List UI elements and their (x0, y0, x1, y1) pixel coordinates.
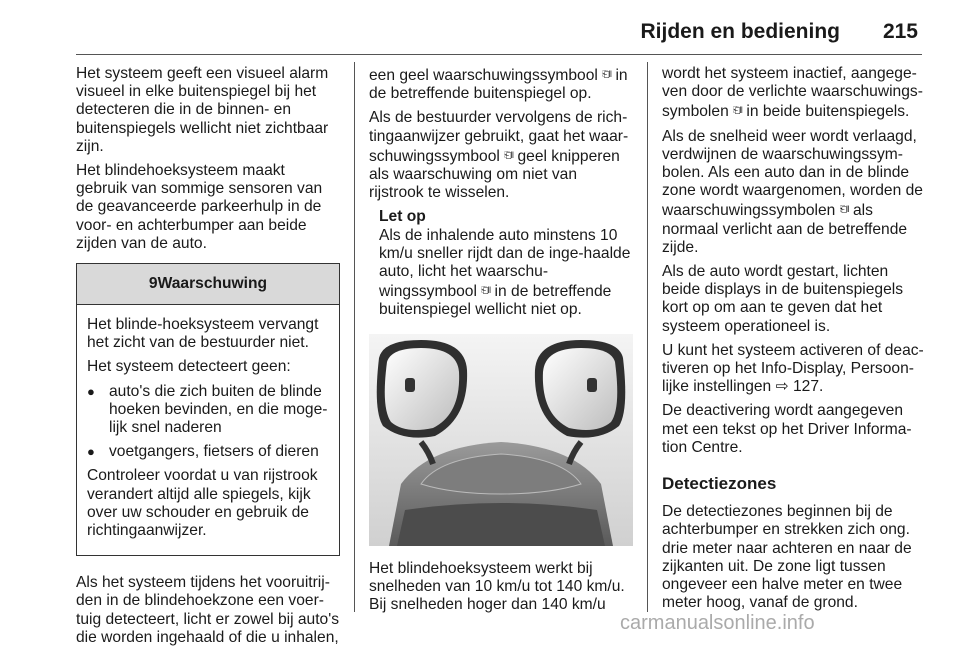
list-item-text: voetgangers, fietsers of dieren (109, 443, 319, 461)
text-run: een geel waarschuwingssymbool (369, 67, 598, 84)
column-divider-2 (647, 62, 648, 612)
paragraph (662, 128, 928, 257)
bullet-icon: ● (87, 383, 95, 399)
paragraph: Het blindehoeksysteem maakt gebruik van sommige sensoren van de geavanceerde parkeerhulp in de voor- en achterbumper aan beide zijden van de auto. (76, 162, 323, 252)
paragraph (369, 65, 633, 103)
text-run: U kunt het systeem activeren of deac-tiveren op het Info-Display, Persoon-lijke instellingen (662, 341, 924, 396)
page-number: 215 (882, 20, 918, 43)
mirror-illustration-svg (369, 334, 633, 546)
paragraph: De detectiezones beginnen bij de achterbumper en strekken zich ong. drie meter naar achteren en naar de zijkanten uit. De zone ligt tussen ongeveer een halve meter en twee meter hoog, vanaf de grond. (662, 503, 912, 612)
text-run: in beide buitenspiegels. (746, 103, 910, 121)
text-run: Als de inhalende auto minstens 10 km/u sneller rijdt dan de inge-haalde auto, licht het waarschu-wingssymbool (379, 226, 631, 301)
section-heading: Detectiezones (662, 474, 777, 494)
blind-spot-symbol-icon: ⎗‖ (602, 69, 612, 79)
list-item (87, 383, 329, 438)
page-header-title: Rijden en bediening (640, 20, 840, 43)
blind-spot-symbol-icon: ⎗‖ (839, 204, 849, 215)
warning-header (77, 264, 339, 305)
right-warning-symbol-icon (587, 378, 597, 392)
column-divider-1 (354, 62, 355, 612)
warning-body (77, 305, 339, 555)
text-run: in de betreffende buitenspiegel op. (369, 67, 628, 103)
blind-spot-symbol-icon: ⎗‖ (481, 285, 491, 296)
watermark: carmanualsonline.info (620, 612, 815, 634)
paragraph: Als de auto wordt gestart, lichten beide displays in de buitenspiegels kort op om aan te geven dat het systeem operationeel is. (662, 263, 904, 335)
paragraph (662, 65, 928, 122)
warning-text: Het blinde-hoeksysteem vervangt het zicht van de bestuurder niet. (87, 316, 319, 352)
blind-spot-symbol-icon: ⎗‖ (733, 105, 743, 116)
paragraph: Als het systeem tijdens het vooruitrij-den in de blindehoekzone een voer-tuig detecteert, licht er zowel bij auto's die worden ingehaald of die u inhalen, (76, 574, 340, 646)
note-title: Let op (379, 208, 426, 226)
paragraph: De deactivering wordt aangegeven met een tekst op het Driver Informa-tion Centre. (662, 402, 912, 456)
column-3 (662, 65, 928, 618)
warning-text: Het systeem detecteert geen: (87, 358, 291, 376)
paragraph: Het blindehoeksysteem werkt bij snelheden van 10 km/u tot 140 km/u. Bij snelheden hoger dan 140 km/u (369, 559, 625, 614)
page-header (0, 0, 960, 54)
warning-text: Controleer voordat u van rijstrook verandert altijd alle spiegels, kijk over uw schouder en gebruik de richtingaanwijzer. (87, 467, 318, 540)
paragraph (369, 109, 633, 202)
page-reference-arrow-icon: ⇨ (775, 378, 789, 396)
list-item-text: auto's die zich buiten de blinde hoeken bevinden, en die moge-lijk snel naderen (109, 382, 328, 437)
note-text (379, 227, 633, 320)
text-run: als normaal verlicht aan de betreffende zijde. (662, 202, 908, 256)
paragraph: Het systeem geeft een visueel alarm visueel in elke buitenspiegel bij het detecteren die in de binnen- en buitenspiegels wellicht niet zichtbaar zijn. (76, 65, 329, 155)
windscreen (397, 503, 605, 546)
column-2 (369, 65, 633, 620)
warning-icon: 9 (148, 275, 158, 293)
warning-title: Waarschuwing (157, 275, 268, 293)
text-run: geel knipperen als waarschuwing om niet van rijstrook te wisselen. (369, 147, 620, 202)
text-run: wordt het systeem inactief, aangege-ven door de verlichte waarschuwings-symbolen (662, 65, 923, 121)
bullet-icon: ● (87, 444, 95, 460)
blind-spot-symbol-icon: ⎗‖ (504, 149, 514, 160)
note-box (379, 208, 633, 319)
paragraph (662, 342, 928, 397)
page-reference[interactable]: 127. (792, 378, 824, 396)
left-warning-symbol-icon (405, 378, 415, 392)
list-item (87, 443, 329, 461)
text-run: Als de bestuurder vervolgens de rich-tingaanwijzer gebruikt, gaat het waar-schuwingssymbool (369, 109, 629, 165)
mirror-illustration (369, 334, 633, 546)
column-1 (76, 65, 340, 653)
header-rule (76, 54, 922, 55)
warning-box (76, 263, 340, 556)
text-run: Als de snelheid weer wordt verlaagd, verdwijnen de waarschuwingssym-bolen. Als een auto dan in de blinde zone wordt waargenomen, worden de waarschuwingssymbolen (662, 127, 923, 220)
text-run: in de betreffende buitenspiegel wellicht niet op. (379, 283, 612, 319)
